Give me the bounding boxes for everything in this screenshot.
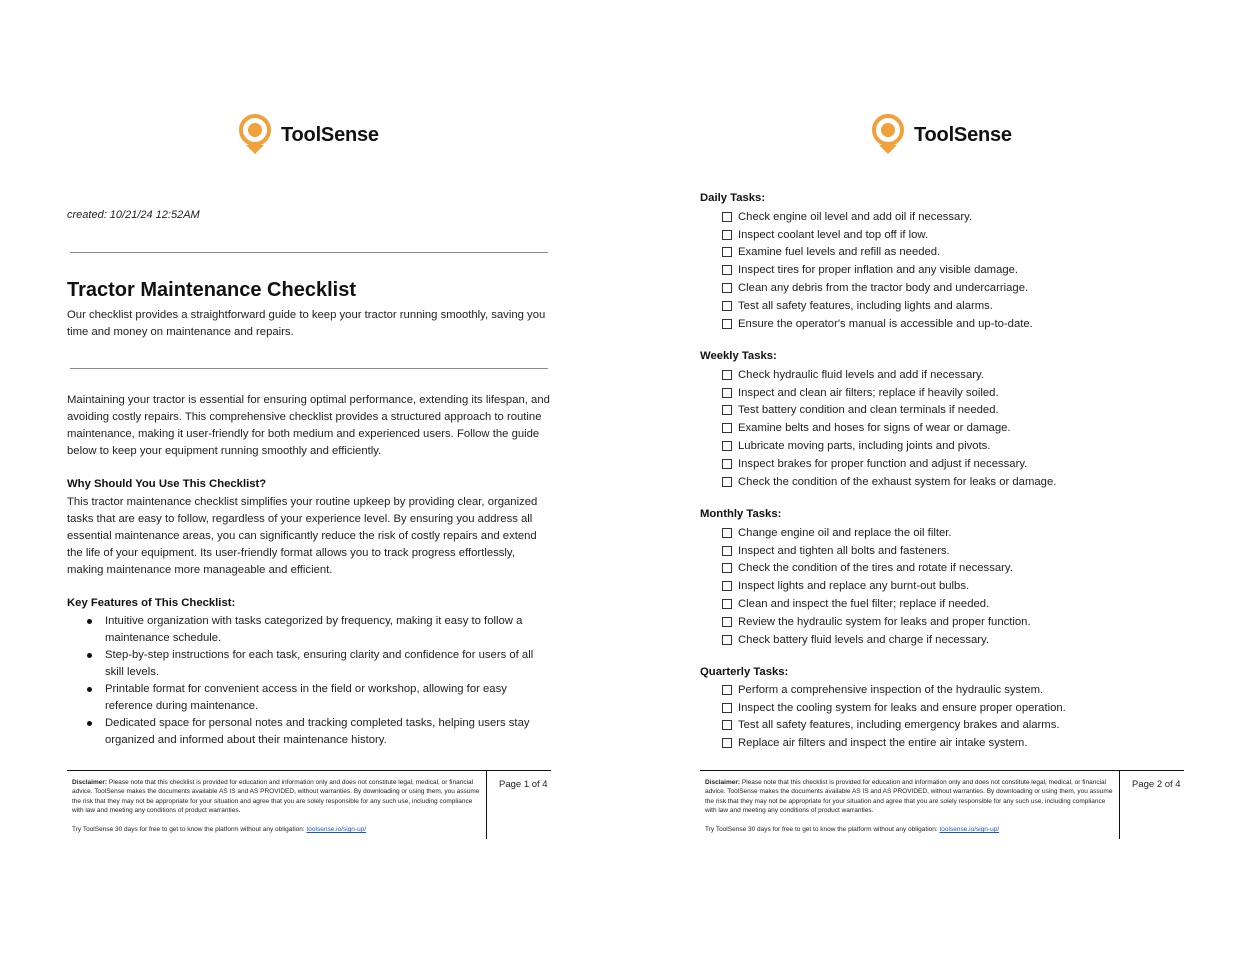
task-item [722,595,1031,613]
trial-note [72,826,366,833]
task-item [722,717,1066,735]
daily-heading: Daily Tasks: [700,192,766,204]
task-label: Check hydraulic fluid levels and add if necessary. [738,368,984,381]
disclaimer [72,778,482,815]
task-item [722,681,1066,699]
task-item [722,613,1031,631]
task-label: Check the condition of the exhaust system for leaks or damage. [738,475,1057,488]
disclaimer-text: Please note that this checklist is provided for education and information only and does not constitute legal, medical, or financial advice. ToolSense makes the documents available AS IS and AS PROVIDED, without warranties. By downloading or using them, you assume the risk that they may not be appropriate for your situation and agree that you are solely responsible for any such use, including compliance with law and meeting any conditions of product warranties. [72,779,480,814]
created-timestamp: created: 10/21/24 12:52AM [67,209,200,221]
task-label: Examine belts and hoses for signs of wear or damage. [738,422,1011,435]
trial-note [705,826,999,833]
task-item [722,261,1033,279]
footer-divider [1119,771,1120,839]
task-checkbox[interactable] [722,599,732,609]
bullet-icon [87,721,92,726]
task-item [722,297,1033,315]
task-item [722,577,1031,595]
trial-text: Try ToolSense 30 days for free to get to know the platform without any obligation: [72,826,305,833]
signup-link[interactable]: toolsense.io/sign-up/ [939,826,1000,833]
why-paragraph: This tractor maintenance checklist simplifies your routine upkeep by providing clear, organized tasks that are easy to follow, regardless of your experience level. By ensuring you address all essential maintenance areas, you can significantly reduce the risk of costly repairs and extend the life of your equipment. Its user-friendly format allows you to track progress effortlessly, making maintenance more manageable and efficient. [67,496,538,576]
task-checkbox[interactable] [722,319,732,329]
task-item [722,384,1056,402]
divider [70,252,548,253]
task-checkbox[interactable] [722,441,732,451]
task-item [722,208,1033,226]
task-checkbox[interactable] [722,370,732,380]
task-checkbox[interactable] [722,477,732,487]
task-item [722,542,1031,560]
bullet-icon [87,619,92,624]
feature-item [67,681,551,715]
trial-text: Try ToolSense 30 days for free to get to know the platform without any obligation: [705,826,938,833]
task-label: Inspect coolant level and top off if low. [738,228,929,241]
task-checkbox[interactable] [722,247,732,257]
disclaimer-label: Disclaimer: [72,779,108,786]
task-label: Ensure the operator's manual is accessible and up-to-date. [738,317,1033,330]
task-checkbox[interactable] [722,283,732,293]
task-checkbox[interactable] [722,720,732,730]
bullet-icon [87,687,92,692]
disclaimer-label: Disclaimer: [705,779,741,786]
task-item [722,560,1031,578]
task-checkbox[interactable] [722,635,732,645]
task-label: Inspect lights and replace any burnt-out bulbs. [738,580,970,593]
task-checkbox[interactable] [722,405,732,415]
task-checkbox[interactable] [722,212,732,222]
feature-item [67,715,551,749]
task-label: Inspect tires for proper inflation and any visible damage. [738,264,1019,277]
page-title: Tractor Maintenance Checklist [67,279,356,301]
task-item [722,473,1056,491]
footer-divider [486,771,487,839]
task-checkbox[interactable] [722,388,732,398]
intro-paragraph: Maintaining your tractor is essential for ensuring optimal performance, extending its lifespan, and avoiding costly repairs. This comprehensive checklist provides a structured approach to routine maintenance, making it user-friendly for both medium and experienced users. Follow the guide below to keep your equipment running smoothly and efficiently. [67,394,550,457]
page-number: Page 1 of 4 [499,779,548,790]
page-subtitle: Our checklist provides a straightforward guide to keep your tractor running smoothly, saving you time and money on maintenance and repairs. [67,309,546,338]
task-checkbox[interactable] [722,528,732,538]
task-item [722,315,1033,333]
task-checkbox[interactable] [722,563,732,573]
feature-text: Step-by-step instructions for each task, ensuring clarity and confidence for users of all skill levels. [105,649,534,678]
task-label: Inspect and tighten all bolts and fasteners. [738,544,950,557]
task-item [722,226,1033,244]
task-label: Lubricate moving parts, including joints and pivots. [738,440,991,453]
feature-item [67,647,551,681]
task-checkbox[interactable] [722,546,732,556]
toolsense-logo [871,114,1012,156]
why-heading: Why Should You Use This Checklist? [67,478,267,490]
task-label: Check battery fluid levels and charge if necessary. [738,633,989,646]
bullet-icon [87,653,92,658]
task-checkbox[interactable] [722,738,732,748]
task-item [722,734,1066,752]
task-label: Inspect the cooling system for leaks and ensure proper operation. [738,701,1066,714]
disclaimer-text: Please note that this checklist is provided for education and information only and does not constitute legal, medical, or financial advice. ToolSense makes the documents available AS IS and AS PROVIDED, without warranties. By downloading or using them, you assume the risk that they may not be appropriate for your situation and agree that you are solely responsible for any such use, including compliance with law and meeting any conditions of product warranties. [705,779,1113,814]
task-item [722,244,1033,262]
brand-name: ToolSense [914,123,1012,146]
task-item [722,631,1031,649]
page-number: Page 2 of 4 [1132,779,1181,790]
feature-text: Intuitive organization with tasks categorized by frequency, making it easy to follow a maintenance schedule. [105,615,523,644]
signup-link[interactable]: toolsense.io/sign-up/ [306,826,367,833]
monthly-heading: Monthly Tasks: [700,508,782,520]
task-label: Test all safety features, including emergency brakes and alarms. [738,719,1060,732]
task-label: Test all safety features, including lights and alarms. [738,299,993,312]
task-checkbox[interactable] [722,685,732,695]
task-label: Test battery condition and clean terminals if needed. [738,404,999,417]
task-item [722,419,1056,437]
features-list [67,613,551,749]
task-checkbox[interactable] [722,230,732,240]
task-item [722,279,1033,297]
location-pin-icon [871,114,905,156]
weekly-task-list [722,366,1056,491]
task-checkbox[interactable] [722,459,732,469]
daily-task-list [722,208,1033,333]
task-label: Inspect brakes for proper function and adjust if necessary. [738,457,1028,470]
task-label: Examine fuel levels and refill as needed. [738,246,941,259]
task-item [722,366,1056,384]
task-item [722,699,1066,717]
task-label: Replace air filters and inspect the entire air intake system. [738,737,1028,750]
monthly-task-list [722,524,1031,649]
page-footer [67,770,551,838]
task-item [722,455,1056,473]
task-label: Check engine oil level and add oil if necessary. [738,210,973,223]
quarterly-heading: Quarterly Tasks: [700,666,789,678]
task-item [722,402,1056,420]
task-item [722,524,1031,542]
page-2 [633,0,1248,962]
task-item [722,437,1056,455]
page-footer [700,770,1184,838]
task-label: Perform a comprehensive inspection of the hydraulic system. [738,683,1044,696]
feature-text: Dedicated space for personal notes and tracking completed tasks, helping users stay organized and informed about their maintenance history. [105,717,530,746]
task-label: Check the condition of the tires and rotate if necessary. [738,562,1013,575]
disclaimer [705,778,1115,815]
location-pin-icon [238,114,272,156]
task-checkbox[interactable] [722,423,732,433]
task-label: Clean any debris from the tractor body and undercarriage. [738,282,1029,295]
task-label: Review the hydraulic system for leaks and proper function. [738,615,1031,628]
quarterly-task-list [722,681,1066,752]
task-checkbox[interactable] [722,703,732,713]
task-label: Clean and inspect the fuel filter; replace if needed. [738,598,990,611]
weekly-heading: Weekly Tasks: [700,350,777,362]
task-checkbox[interactable] [722,301,732,311]
feature-text: Printable format for convenient access in the field or workshop, allowing for easy reference during maintenance. [105,683,507,712]
task-checkbox[interactable] [722,617,732,627]
feature-item [67,613,551,647]
brand-name: ToolSense [281,123,379,146]
task-label: Change engine oil and replace the oil filter. [738,526,952,539]
toolsense-logo [238,114,379,156]
divider [70,368,548,369]
features-heading: Key Features of This Checklist: [67,597,236,609]
task-label: Inspect and clean air filters; replace if heavily soiled. [738,386,999,399]
task-checkbox[interactable] [722,265,732,275]
task-checkbox[interactable] [722,581,732,591]
